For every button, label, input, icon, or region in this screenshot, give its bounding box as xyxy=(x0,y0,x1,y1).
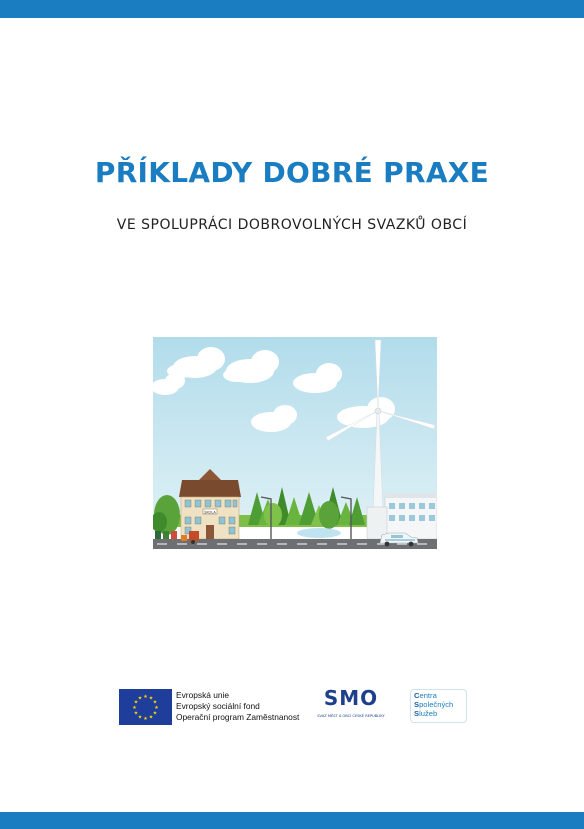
eu-star: ★ xyxy=(152,699,158,706)
smo-subtitle: SVAZ MĚST A OBCÍ ČESKÉ REPUBLIKY xyxy=(317,714,385,718)
eu-line-3: Operační program Zaměstnanost xyxy=(176,712,300,722)
csc-cap-1: C xyxy=(414,691,420,700)
eu-star: ★ xyxy=(154,704,159,711)
smo-logo: SMO xyxy=(323,686,379,710)
pond xyxy=(297,528,341,538)
csc-line-3 xyxy=(414,709,437,718)
eu-text-block xyxy=(176,690,299,723)
csc-rest-1: entra xyxy=(419,691,437,700)
eu-star: ★ xyxy=(132,704,137,711)
eu-star: ★ xyxy=(137,695,143,702)
eu-star: ★ xyxy=(133,699,139,706)
eu-line-1: Evropská unie xyxy=(176,690,230,700)
school-sign: ŠKOLA xyxy=(204,510,216,515)
page-subtitle: VE SPOLUPRÁCI DOBROVOLNÝCH SVAZKŮ OBCÍ xyxy=(116,217,468,233)
csc-rest-3: lužeb xyxy=(419,709,438,718)
eu-star: ★ xyxy=(133,710,139,717)
eu-star: ★ xyxy=(143,693,148,700)
eu-star: ★ xyxy=(148,695,154,702)
eu-line-2: Evropský sociální fond xyxy=(176,701,260,711)
town-illustration xyxy=(153,337,437,554)
eu-star: ★ xyxy=(143,715,148,722)
top-band xyxy=(0,0,584,18)
csc-cap-3: S xyxy=(414,709,420,718)
csc-line-2 xyxy=(414,700,453,709)
csc-rest-2: polečných xyxy=(419,700,454,709)
csc-cap-2: S xyxy=(414,700,420,709)
eu-star: ★ xyxy=(148,714,154,721)
eu-star: ★ xyxy=(137,714,143,721)
csc-line-1 xyxy=(414,691,437,700)
eu-flag-icon xyxy=(119,689,172,725)
eu-star: ★ xyxy=(152,710,158,717)
page-title: PŘÍKLADY DOBRÉ PRAXE xyxy=(94,156,490,189)
bottom-band xyxy=(0,812,584,829)
